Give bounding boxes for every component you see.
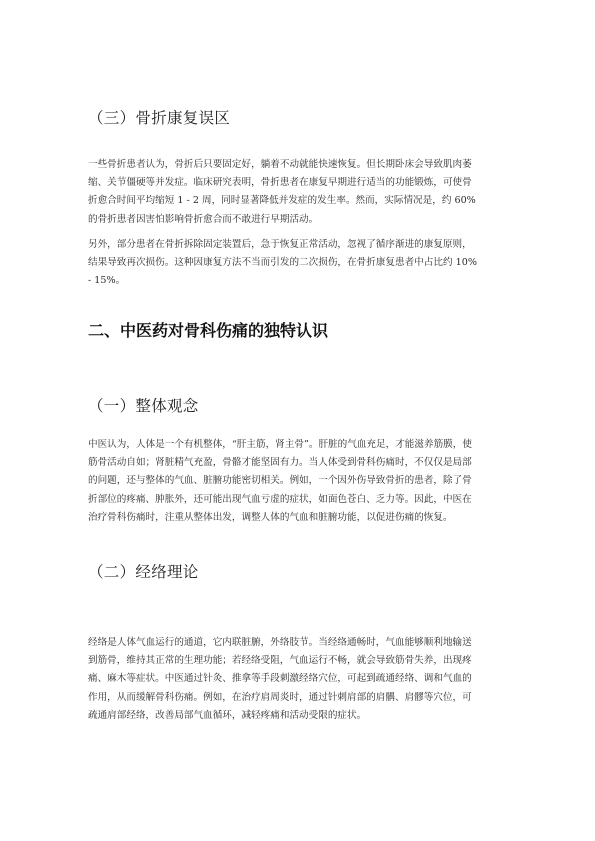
text-line: 痛、麻木等症状。中医通过针灸、推拿等手段刺激经络穴位，可起到疏通经络、调和气血的: [88, 673, 472, 685]
section-heading-holistic: （一）整体观念: [88, 397, 199, 415]
text-line: 折部位的疼痛、肿胀外，还可能出现气血亏虚的症状，如面色苍白、乏力等。因此，中医在: [88, 493, 472, 505]
text-line: 作用，从而缓解骨科伤痛。例如，在治疗肩周炎时，通过针刺肩部的肩髃、肩髎等穴位，可: [88, 691, 472, 703]
text-line: 一些骨折患者认为，骨折后只要固定好，躺着不动就能快速恢复。但长期卧床会导致肌肉萎: [88, 159, 472, 170]
text-line: 治疗骨科伤痛时，注重从整体出发，调整人体的气血和脏腑功能，以促进伤痛的恢复。: [88, 511, 453, 523]
text-line: - 15%。: [88, 275, 126, 287]
paragraph-rehab-1: [88, 156, 508, 229]
text-line: 折愈合时间平均缩短 1 - 2 周，同时显著降低并发症的发生率。然而，实际情况是，约 60%: [88, 195, 476, 207]
text-line: 疏通肩部经络，改善局部气血循环，减轻疼痛和活动受限的症状。: [88, 709, 367, 721]
chapter-heading-tcm: 二、中医药对骨科伤痛的独特认识: [88, 321, 329, 340]
section-heading-meridian: （二）经络理论: [88, 563, 199, 581]
text-line: 筋骨活动自如；肾脏精气充盈，骨骼才能坚固有力。当人体受到骨科伤痛时，不仅仅是局部: [88, 457, 472, 469]
paragraph-meridian: [88, 634, 508, 725]
paragraph-holistic: [88, 436, 508, 527]
text-line: 中医认为，人体是一个有机整体，“肝主筋，肾主骨”。肝脏的气血充足，才能滋养筋膜，使: [88, 439, 472, 450]
text-line: 到筋骨，维持其正常的生理功能；若经络受阻，气血运行不畅，就会导致筋骨失养，出现疼: [88, 655, 472, 667]
text-line: 结果导致再次损伤。这种因康复方法不当而引发的二次损伤，在骨折康复患者中占比约 10%: [88, 257, 477, 269]
section-heading-rehab-misconceptions: （三）骨折康复误区: [88, 109, 231, 127]
text-line: 的问题，还与整体的气血、脏腑功能密切相关。例如，一个因外伤导致骨折的患者，除了骨: [88, 475, 472, 487]
text-line: 的骨折患者因害怕影响骨折愈合而不敢进行早期活动。: [88, 213, 319, 225]
text-line: 另外，部分患者在骨折拆除固定装置后，急于恢复正常活动，忽视了循序渐进的康复原则，: [88, 239, 472, 250]
paragraph-rehab-2: [88, 236, 508, 291]
text-line: 经络是人体气血运行的通道，它内联脏腑，外络肢节。当经络通畅时，气血能够顺利地输送: [88, 637, 472, 648]
text-line: 缩、关节僵硬等并发症。临床研究表明，骨折患者在康复早期进行适当的功能锻炼，可使骨: [88, 177, 472, 189]
